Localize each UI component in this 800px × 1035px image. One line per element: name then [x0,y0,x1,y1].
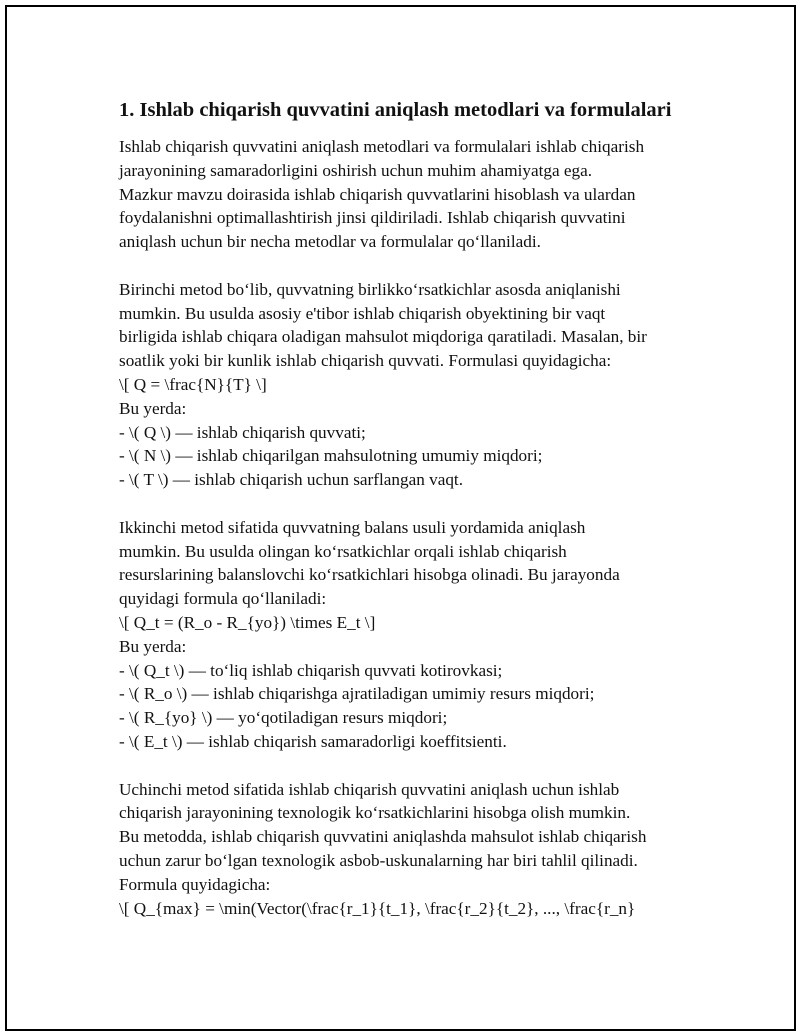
text-line: - \( Q_t \) — to‘liq ishlab chiqarish quvvati kotirovkasi; [119,660,503,680]
text-line: Bu yerda: [119,398,187,418]
paragraph [119,516,699,754]
text-line: mumkin. Bu usulda asosiy e'tibor ishlab chiqarish obyektining bir vaqt [119,303,606,323]
text-line: Ishlab chiqarish quvvatini aniqlash metodlari va formulalari ishlab chiqarish [119,137,645,156]
text-line: - \( T \) — ishlab chiqarish uchun sarflangan vaqt. [119,470,463,490]
text-line: - \( E_t \) — ishlab chiqarish samaradorligi koeffitsienti. [119,731,507,751]
document-page [5,5,796,1031]
text-line: uchun zarur bo‘lgan texnologik asbob-uskunalarning har biri tahlil qilinadi. [119,850,638,870]
text-line: chiqarish jarayonining texnologik ko‘rsatkichlarini hisobga olish mumkin. [119,803,631,823]
text-line: \[ Q_{max} = \min(Vector(\frac{r_1}{t_1}, \frac{r_2}{t_2}, ..., \frac{r_n} [119,898,636,918]
paragraph-gap [119,754,699,778]
text-line: Bu yerda: [119,636,187,656]
text-line: quyidagi formula qo‘llaniladi: [119,589,327,609]
text-line: - \( R_{yo} \) — yo‘qotiladigan resurs miqdori; [119,708,448,728]
text-line: \[ Q_t = (R_o - R_{yo}) \times E_t \] [119,612,376,632]
paragraph-gap [119,254,699,278]
text-line: Mazkur mavzu doirasida ishlab chiqarish quvvatlarini hisoblash va ulardan [119,184,636,204]
text-line: \[ Q = \frac{N}{T} \] [119,374,267,394]
text-line: Formula quyidagicha: [119,874,271,894]
text-line: birligida ishlab chiqara oladigan mahsulot miqdoriga qaratiladi. Masalan, bir [119,327,647,347]
text-line: Bu metodda, ishlab chiqarish quvvatini aniqlashda mahsulot ishlab chiqarish [119,827,647,847]
text-line: - \( R_o \) — ishlab chiqarishga ajratiladigan umimiy resurs miqdori; [119,684,595,704]
text-line: resurslarining balanslovchi ko‘rsatkichlari hisobga olinadi. Bu jarayonda [119,565,620,585]
text-line: foydalanishni optimallashtirish jinsi qildiriladi. Ishlab chiqarish quvvatini [119,208,626,228]
text-line: - \( Q \) — ishlab chiqarish quvvati; [119,422,366,442]
text-line: - \( N \) — ishlab chiqarilgan mahsulotning umumiy miqdori; [119,446,543,466]
paragraph-container [119,135,699,920]
text-line: Uchinchi metod sifatida ishlab chiqarish quvvatini aniqlash uchun ishlab [119,779,620,799]
paragraph [119,135,699,254]
text-line: aniqlash uchun bir necha metodlar va formulalar qo‘llaniladi. [119,232,541,252]
document-body [119,96,699,920]
text-line: Birinchi metod bo‘lib, quvvatning birlikko‘rsatkichlar asosda aniqlanishi [119,279,621,299]
paragraph [119,278,699,492]
page-title: 1. Ishlab chiqarish quvvatini aniqlash metodlari va formulalari [119,99,672,121]
text-line: soatlik yoki bir kunlik ishlab chiqarish quvvati. Formulasi quyidagicha: [119,351,612,371]
text-line: mumkin. Bu usulda olingan ko‘rsatkichlar orqali ishlab chiqarish [119,541,567,561]
paragraph [119,778,699,921]
text-line: jarayonining samaradorligini oshirish uchun muhim ahamiyatga ega. [119,160,593,180]
paragraph-gap [119,492,699,516]
text-line: Ikkinchi metod sifatida quvvatning balans usuli yordamida aniqlash [119,517,586,537]
